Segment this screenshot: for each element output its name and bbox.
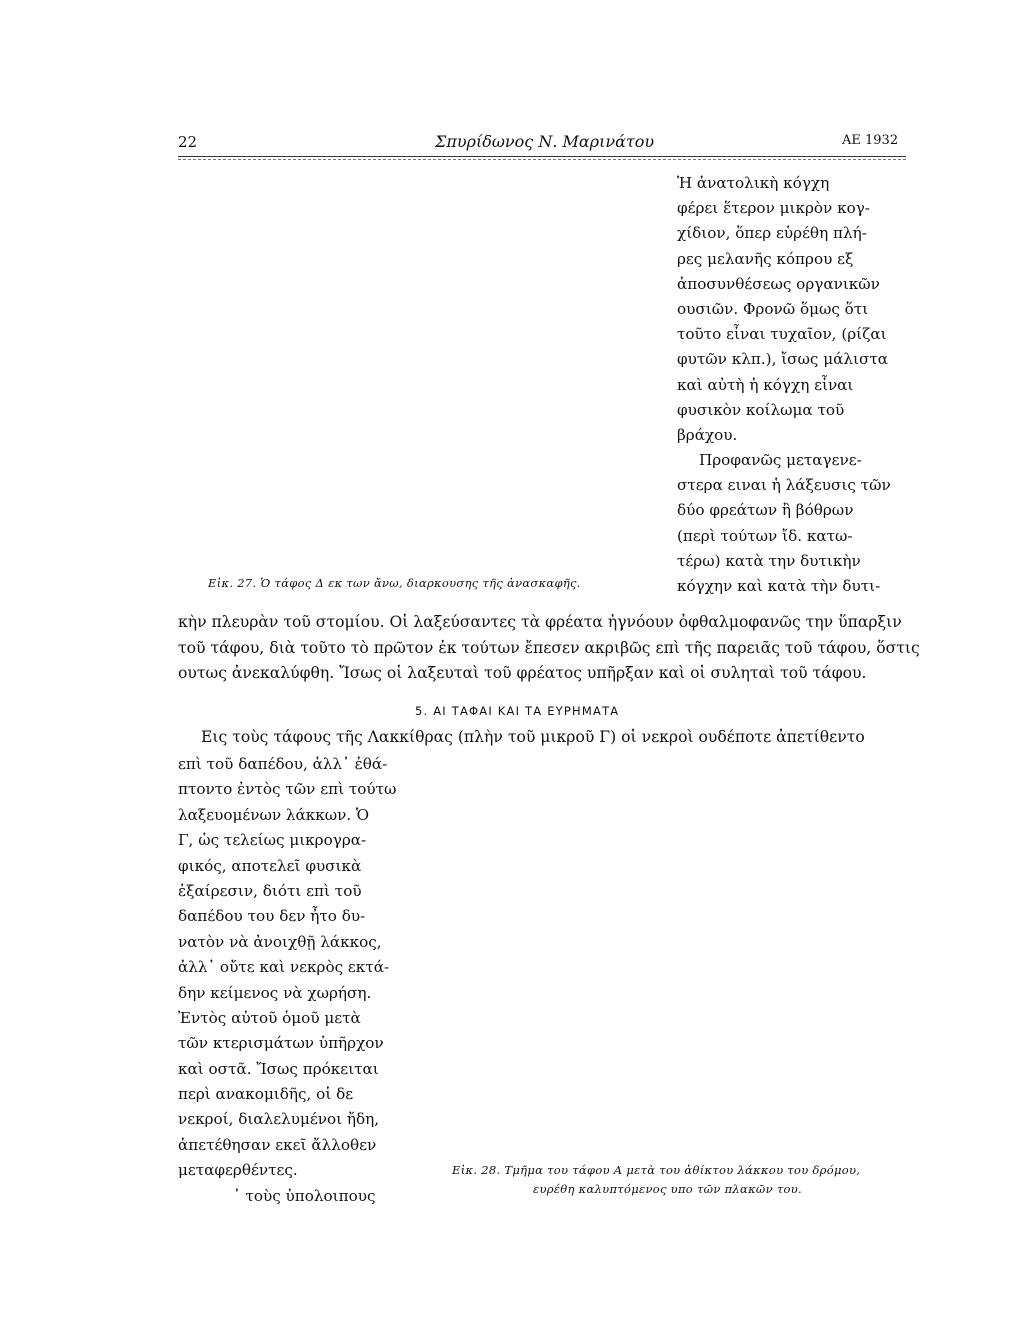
text-line: ρες μελανῆς κόπρου εξ [677,249,854,268]
text-line: ουσιῶν. Φρονῶ ὅμως ὅτι [677,299,869,318]
text-line: νατὸν νὰ ἀνοιχθῇ λάκκος, [178,932,382,951]
header-rule [178,156,906,157]
section-first-line: Εις τοὺς τάφους τῆς Λακκίθρας (πλὴν τοῦ μικροῦ Γ) οἱ νεκροὶ ουδέποτε ἀπετίθεντο [201,728,865,746]
text-line: φικός, αποτελεῖ φυσικὰ [178,856,362,875]
text-line: φυτῶν κλπ.), ἴσως μάλιστα [677,350,888,369]
text-line: ἀπετέθησαν εκεῖ ἄλλοθεν [178,1135,377,1154]
text-line: Γ, ὡς τελείως μικρογρα- [178,831,367,850]
text-line: τοῦτο εἶναι τυχαῖον, (ρίζαι [677,325,887,344]
text-line: φέρει ἕτερον μικρὸν κογ- [677,199,870,218]
text-line: Ἐντὸς αὐτοῦ ὁμοῦ μετὰ [178,1008,361,1027]
text-line: Ἡ ἀνατολικὴ κόγχη [677,174,830,192]
text-line: κὴν πλευρὰν τοῦ στομίου. Οἱ λαξεύσαντες τὰ φρέατα ἠγνόουν ὀφθαλμοφανῶς την ὕπαρξιν [178,613,902,631]
text-line: επὶ τοῦ δαπέδου, ἀλλ᾽ ἐθά- [178,755,388,773]
text-line: καὶ αὐτὴ ἡ κόγχη εἶναι [677,375,854,394]
full-width-paragraph [178,610,920,687]
text-line: ἀλλ᾽ οὔτε καὶ νεκρὸς εκτά- [178,958,390,977]
text-line: φυσικὸν κοίλωμα τοῦ [677,400,845,419]
text-line: δην κείμενος νὰ χωρήση. [178,983,372,1002]
text-line: (περὶ τούτων ἴδ. κατω- [677,526,853,545]
text-line: ἀποσυνθέσεως οργανικῶν [677,274,880,293]
text-line: λαξευομένων λάκκων. Ὁ [178,805,370,824]
text-line: τέρω) κατὰ την δυτικὴν [677,551,861,570]
text-line: Προφανῶς μεταγενε- [699,451,862,470]
running-head-journal: ΑΕ 1932 [842,133,899,148]
text-line: ᾽ τοὺς ὑπολοιπους [233,1186,376,1205]
section-heading: 5. ΑΙ ΤΑΦΑΙ ΚΑΙ ΤΑ ΕΥΡΗΜΑΤΑ [415,704,620,718]
text-line: στερα ειναι ἡ λάξευσις τῶν [677,476,891,495]
text-line: ἐξαίρεσιν, διότι επὶ τοῦ [178,881,362,900]
text-line: τοῦ τάφου, διὰ τοῦτο τὸ πρῶτον ἐκ τούτων ἔπεσεν ακριβῶς επὶ τῆς παρειᾶς τοῦ τάφου, ὅστις [178,638,920,657]
text-line: δύο φρεάτων ἢ βόθρων [677,501,854,520]
text-line: βράχου. [677,425,738,444]
text-line: καὶ οστᾶ. Ἴσως πρόκειται [178,1059,379,1078]
text-line: νεκροί, διαλελυμένοι ἤδη, [178,1110,380,1129]
figure-27-caption: Εἰκ. 27. Ὁ τάφος Δ εκ των ἄνω, διαρκουσης τῆς ἀνασκαφῆς. [208,576,581,590]
text-line: τῶν κτερισμάτων ὑπῆρχον [178,1034,384,1053]
page-number: 22 [178,133,198,151]
right-column-text [677,171,906,599]
text-line: μεταφερθέντες. [178,1161,298,1180]
left-column-text [178,752,397,1209]
figure-28-caption-line-1: Εἰκ. 28. Τμῆμα του τάφου Α μετὰ του ἀθίκτου λάκκου του δρόμου, [452,1163,861,1177]
text-line: κόγχην καὶ κατὰ τὴν δυτι- [677,577,881,595]
text-line: ουτως ἀνεκαλύφθη. Ἴσως οἱ λαξευταὶ τοῦ φρέατος υπῆρξαν καὶ οἱ συληταὶ τοῦ τάφου. [178,664,867,682]
text-line: χίδιον, ὅπερ εὑρέθη πλή- [677,224,867,243]
text-line: πτοντο ἐντὸς τῶν επὶ τούτω [178,780,397,799]
text-line: δαπέδου του δεν ἦτο δυ- [178,907,366,926]
header-rule-secondary [178,159,906,160]
running-head-author: Σπυρίδωνος Ν. Μαρινάτου [435,132,655,151]
figure-28-caption-line-2: ευρέθη καλυπτόμενος υπο τῶν πλακῶν του. [533,1182,802,1196]
text-line: περὶ ανακομιδῆς, οἱ δε [178,1085,354,1104]
